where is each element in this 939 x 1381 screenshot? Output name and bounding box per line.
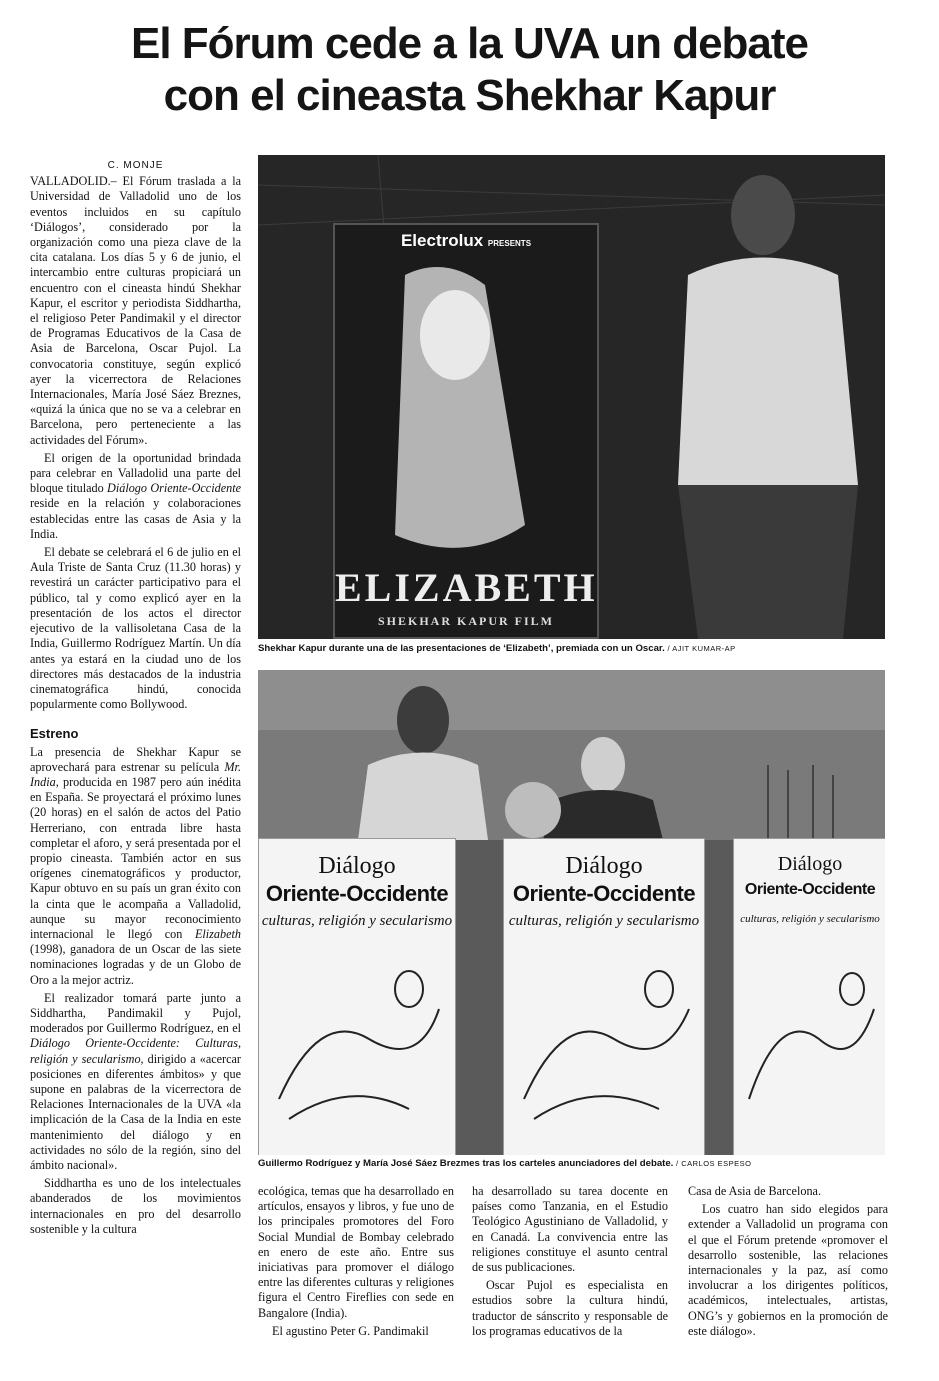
paragraph: Casa de Asia de Barcelona. — [688, 1184, 821, 1198]
banner-line-2: Oriente-Occidente — [744, 881, 876, 898]
paragraph: Siddhartha es uno de los intelectuales abanderados de los movimientos internacionales en pro del desarrollo sostenible y la cultura — [30, 1176, 241, 1236]
photo-caption-1: Shekhar Kapur durante una de las presentaciones de ‘Elizabeth’, premiada con un Oscar. / AJIT KUMAR-AP — [258, 643, 736, 654]
banner-line-2: Oriente-Occidente — [265, 881, 449, 906]
banner-illustration — [504, 949, 704, 1149]
paragraph: ecológica, temas que ha desarrollado en artículos, ensayos y libros, y fue uno de los principales promotores del Foro Social Mundial de Bombay celebrado en enero de este año. Entre sus iniciativas para promover el diálogo entre las diferentes culturas y religiones figura el Centro Fireflies con sede en Bangalore (India). — [258, 1184, 454, 1320]
photo-shekhar-kapur — [258, 155, 885, 639]
headline — [20, 18, 919, 122]
banner-line-1: Diálogo — [565, 853, 643, 879]
byline: C. MONJE — [107, 160, 164, 171]
banner-line-1: Diálogo — [318, 853, 396, 879]
banner-line-3: culturas, religión y secularismo — [508, 913, 700, 929]
paragraph: El realizador tomará parte junto a Siddhartha, Pandimakil y Pujol, moderados por Guillermo Rodríguez, en el Diálogo Oriente-Occidente: Culturas, religión y secularismo, dirigido a «acercar posiciones en diferentes ámbitos» y que supone en palabras de la vicerrectora de Relaciones Internacionales de la UVA «la implicación de la Casa de la India en este mantenimiento del diálogo y en actividades no sólo de la región, sino del ámbito nacional». — [30, 990, 241, 1172]
banner-illustration — [734, 949, 885, 1149]
banner-2 — [503, 838, 705, 1155]
banner-line-3: culturas, religión y secularismo — [740, 913, 880, 925]
headline-line-2: con el cineasta Shekhar Kapur — [163, 71, 776, 120]
poster-title: ELIZABETH — [335, 565, 598, 610]
banner-illustration — [259, 949, 455, 1149]
banner-line-1: Diálogo — [777, 853, 843, 875]
banner-line-3: culturas, religión y secularismo — [261, 913, 453, 929]
paragraph: El agustino Peter G. Pandimakil — [272, 1323, 429, 1338]
paragraph: El origen de la oportunidad brindada para celebrar en Valladolid una parte del bloque titulado Diálogo Oriente-Occidente reside en la relación y colaboraciones establecidas entre las casas de Asia y la India. — [30, 450, 241, 541]
photo-credit: / AJIT KUMAR-AP — [667, 644, 736, 653]
banner-1 — [258, 838, 456, 1155]
banner-3 — [733, 838, 885, 1155]
photo-credit: / CARLOS ESPESO — [676, 1159, 752, 1168]
elizabeth-poster — [333, 223, 599, 639]
poster-brand: Electrolux PRESENTS — [400, 231, 532, 250]
subheading: Estreno — [30, 726, 79, 742]
banner-line-2: Oriente-Occidente — [512, 881, 696, 906]
photo-caption-2: Guillermo Rodríguez y María José Sáez Brezmes tras los carteles anunciadores del debate. / CARLOS ESPESO — [258, 1158, 752, 1169]
article-column-1 — [30, 158, 241, 1378]
poster-subtitle: SHEKHAR KAPUR FILM — [377, 614, 554, 628]
photo-presentation — [258, 670, 885, 1155]
paragraph: Oscar Pujol es especialista en estudios sobre la cultura hindú, traductor de sánscrito y responsable de los programas educativos de la — [472, 1278, 668, 1338]
paragraph: Los cuatro han sido elegidos para extender a Valladolid un programa con el que el Fórum pretende «promover el desarrollo sostenible, las relaciones internacionales y la paz, así como involucrar a los dirigentes políticos, académicos, intelectuales, artistas, ONG’s y gobiernos en la promoción de este diálogo». — [688, 1202, 888, 1338]
headline-line-1: El Fórum cede a la UVA un debate — [130, 19, 809, 68]
article-column-4 — [688, 1184, 888, 1374]
paragraph: VALLADOLID.– El Fórum traslada a la Universidad de Valladolid uno de los eventos incluidos en su capítulo ‘Diálogos’, considerado por la organización como una pieza clave de la cita catalana. Los días 5 y 6 de junio, el intercambio entre culturas propiciará un encuentro con el cineasta hindú Shekhar Kapur, el escritor y periodista Siddhartha, el religioso Peter Pandimakil y el director de Programas Educativos de la Casa de Asia de Barcelona, Oscar Pujol. La convocatoria constituye, según explicó ayer la vicerrectora de Relaciones Internacionales, María José Sáez Breznes, «quizá la única que no se va a celebrar en Barcelona, pero perteneciente a las actividades del Fórum». — [30, 174, 241, 447]
article-column-3 — [472, 1184, 668, 1374]
paragraph: El debate se celebrará el 6 de julio en el Aula Triste de Santa Cruz (11.30 horas) y revestirá un carácter participativo para el público, tal y como explicó ayer en la presentación de los actos el director ejecutivo de la vallisoletana Casa de la India, Guillermo Rodríguez Martín. Un día antes ya estará en la ciudad uno de los directores más destacados de la industria cinematográfica hindú, conocida popularmente como Bollywood. — [30, 545, 241, 712]
paragraph: La presencia de Shekhar Kapur se aprovechará para estrenar su película Mr. India, producida en 1987 pero aún inédita en España. Se proyectará el próximo lunes (20 horas) en el salón de actos del Patio Herreriano, con entrada libre hasta completar el aforo, y será presentada por el propio cineasta. También actor en sus orígenes cinematográficos y productor, Kapur obtuvo en su país un gran éxito con la cinta que le acompaña a Valladolid, aunque su mayor reconocimiento internacional le llegó con Elizabeth (1998), ganadora de un Oscar de las siete nominaciones logradas y de un Globo de Oro a la mejor actriz. — [30, 744, 241, 987]
article-column-2 — [258, 1184, 454, 1374]
paragraph: ha desarrollado su tarea docente en países como Tanzania, en el Estudio Teológico Agustiniano de Valladolid, y en Canadá. La convivencia entre las religiones constituye el asunto central de sus publicaciones. — [472, 1184, 668, 1275]
